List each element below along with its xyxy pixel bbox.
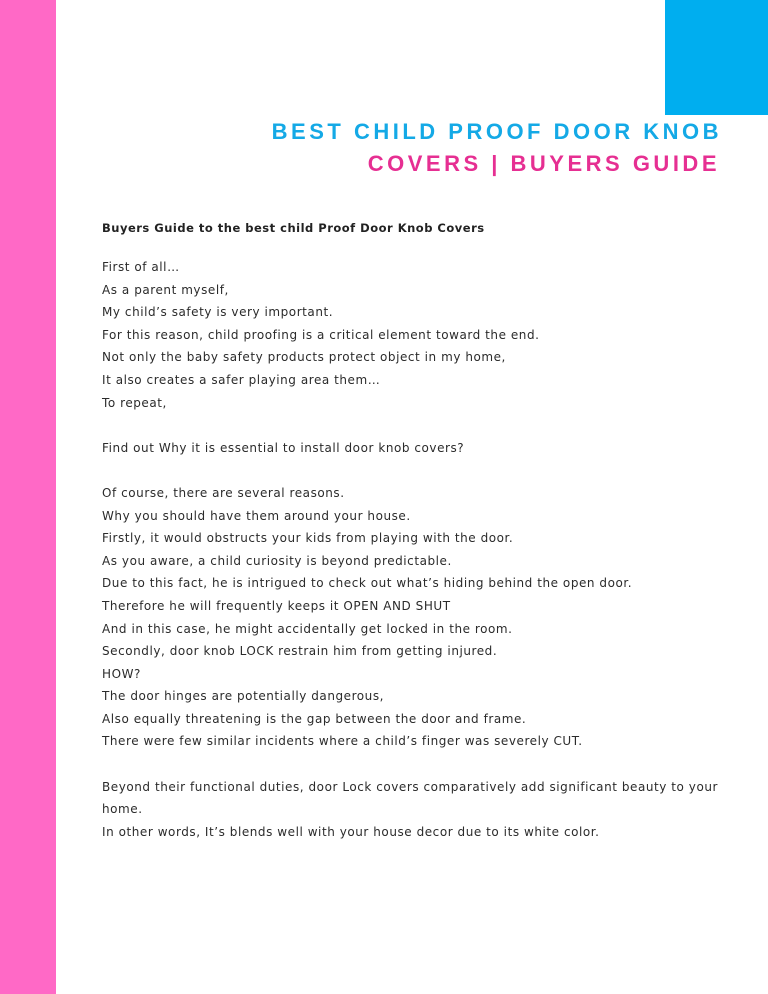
text-line: Also equally threatening is the gap between the door and frame.	[102, 711, 527, 726]
text-line: HOW?	[102, 666, 141, 681]
title-line-2: COVERS | BUYERS GUIDE	[367, 151, 720, 176]
text-line: First of all…	[102, 260, 180, 274]
article-body	[102, 256, 722, 843]
text-line: There were few similar incidents where a child’s finger was severely CUT.	[102, 734, 583, 749]
text-line: To repeat,	[102, 395, 167, 410]
title-line-1: BEST CHILD PROOF DOOR KNOB	[271, 119, 722, 144]
paragraph-gap	[102, 414, 722, 437]
pink-sidebar-decoration	[0, 0, 56, 994]
paragraph-gap	[102, 753, 722, 776]
text-line: Therefore he will frequently keeps it OPEN AND SHUT	[102, 598, 451, 613]
text-line: Beyond their functional duties, door Lock covers comparatively add significant beauty to your home.	[102, 779, 718, 817]
text-line: Why you should have them around your house.	[102, 508, 411, 523]
paragraph-gap	[102, 459, 722, 482]
text-line: Find out Why it is essential to install door knob covers?	[102, 440, 465, 455]
text-line: Not only the baby safety products protect object in my home,	[102, 350, 506, 365]
text-line: In other words, It’s blends well with your house decor due to its white color.	[102, 824, 600, 839]
text-line: Secondly, door knob LOCK restrain him from getting injured.	[102, 644, 498, 659]
section-subtitle: Buyers Guide to the best child Proof Door Knob Covers	[102, 221, 485, 235]
text-line: It also creates a safer playing area them…	[102, 372, 381, 387]
text-line: Firstly, it would obstructs your kids from playing with the door.	[102, 531, 514, 546]
blue-corner-decoration	[665, 0, 768, 115]
text-line: Of course, there are several reasons.	[102, 485, 345, 500]
text-line: As you aware, a child curiosity is beyond predictable.	[102, 553, 452, 568]
text-line: And in this case, he might accidentally get locked in the room.	[102, 621, 513, 636]
text-line: The door hinges are potentially dangerous,	[102, 689, 385, 704]
text-line: Due to this fact, he is intrigued to check out what’s hiding behind the open door.	[102, 576, 633, 591]
text-line: For this reason, child proofing is a critical element toward the end.	[102, 327, 540, 342]
text-line: My child’s safety is very important.	[102, 305, 334, 320]
text-line: As a parent myself,	[102, 282, 229, 297]
